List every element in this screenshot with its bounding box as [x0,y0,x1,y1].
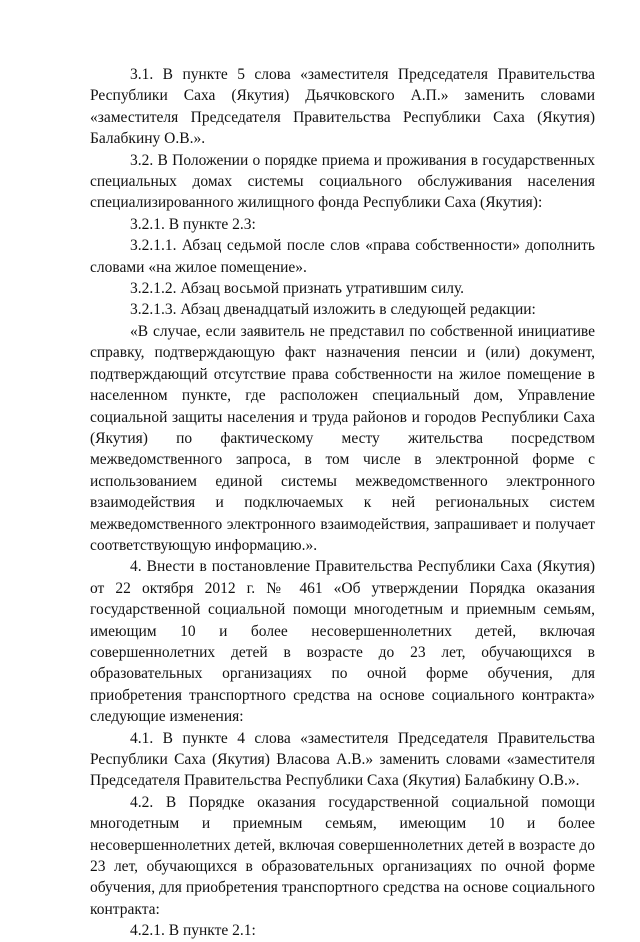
paragraph-3-2-1: 3.2.1. В пункте 2.3: [130,215,256,233]
paragraph-3-2: 3.2. В Положении о порядке приема и проживания в государственных специальных домах системы социального обслуживания населения специализированного жилищного фонда Республики Саха (Якутия): [90,151,595,212]
document-page [90,64,595,942]
paragraph-quoted-text: «В случае, если заявитель не представил по собственной инициативе справку, подтверждающую факт назначения пенсии и (или) документ, подтверждающий отсутствие права собственности на жилое помещение в населенном пункте, где расположен специальный дом, Управление социальной защиты населения и труда районов и городов Республики Саха (Якутия) по фактическому месту жительства посредством межведомственного запроса, в том числе в электронной форме с использованием единой системы межведомственного электронного взаимодействия и подключаемых к ней региональных систем межведомственного электронного взаимодействия, запрашивает и получает соответствующую информацию.». [90,322,595,554]
paragraph-4-1: 4.1. В пункте 4 слова «заместителя Председателя Правительства Республики Саха (Якутия) Власова А.В.» заменить словами «заместителя Председателя Правительства Республики Саха (Якутия) Балабкину О.В.». [90,729,595,790]
paragraph-4-2-1: 4.2.1. В пункте 2.1: [130,922,256,940]
paragraph-4-2: 4.2. В Порядке оказания государственной социальной помощи многодетным и приемным семьям, имеющим 10 и более несовершеннолетних детей, включая совершеннолетних детей в возрасте до 23 лет, обучающихся в образовательных организациях по очной форме обучения, для приобретения транспортного средства на основе социального контракта: [90,793,595,918]
paragraph-3-1: 3.1. В пункте 5 слова «заместителя Председателя Правительства Республики Саха (Якутия) Дьячковского А.П.» заменить словами «заместителя Председателя Правительства Республики Саха (Якутия) Балабкину О.В.». [90,66,595,148]
paragraph-3-2-1-3: 3.2.1.3. Абзац двенадцатый изложить в следующей редакции: [130,301,536,319]
paragraph-4: 4. Внести в постановление Правительства Республики Саха (Якутия) от 22 октября 2012 г. № 461 «Об утверждении Порядка оказания государственной социальной помощи многодетным и приемным семьям, имеющим 10 и более несовершеннолетних детей, включая совершеннолетних детей в возрасте до 23 лет, обучающихся в образовательных организациях по очной форме обучения, для приобретения транспортного средства на основе социального контракта» следующие изменения: [90,558,595,726]
paragraph-3-2-1-1: 3.2.1.1. Абзац седьмой после слов «права собственности» дополнить словами «на жилое помещение». [90,237,595,276]
paragraph-3-2-1-2: 3.2.1.2. Абзац восьмой признать утратившим силу. [130,280,465,298]
